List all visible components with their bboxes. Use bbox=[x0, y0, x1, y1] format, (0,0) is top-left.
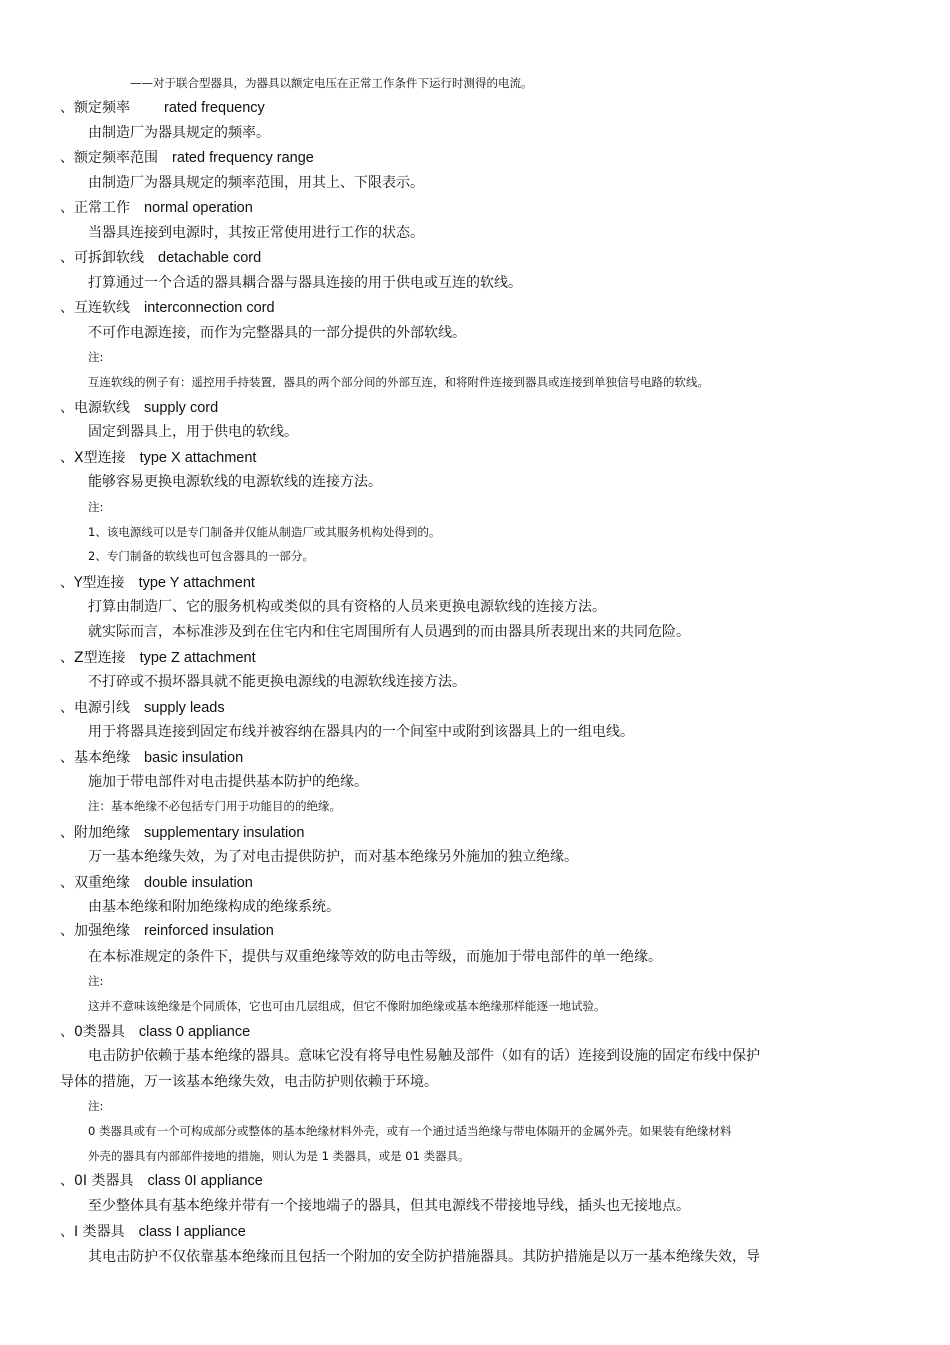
term-heading bbox=[60, 651, 256, 666]
term-en: rated frequency bbox=[164, 100, 265, 116]
definition-text: 电击防护依赖于基本绝缘的器具。意味它没有将导电性易触及部件（如有的话）连接到设施的固定布线中保护 bbox=[88, 1048, 760, 1064]
term-zh: 、附加绝缘 bbox=[60, 825, 130, 841]
term-en: class 0I appliance bbox=[147, 1173, 263, 1189]
definition-text: 当器具连接到电源时，其按正常使用进行工作的状态。 bbox=[88, 225, 424, 241]
term-zh: 、电源软线 bbox=[60, 400, 130, 416]
term-heading bbox=[60, 701, 225, 716]
definition-text: 至少整体具有基本绝缘并带有一个接地端子的器具，但其电源线不带接地导线，插头也无接地点。 bbox=[88, 1198, 690, 1214]
term-en: normal operation bbox=[144, 200, 253, 216]
term-en: supplementary insulation bbox=[144, 825, 305, 841]
term-en: reinforced insulation bbox=[144, 923, 274, 939]
definition-text: 不可作电源连接，而作为完整器具的一部分提供的外部软线。 bbox=[88, 325, 466, 341]
definition-text: 在本标准规定的条件下，提供与双重绝缘等效的防电击等级，而施加于带电部件的单一绝缘。 bbox=[88, 949, 662, 965]
definition-text: 由制造厂为器具规定的频率范围，用其上、下限表示。 bbox=[88, 175, 424, 191]
term-en: type Z attachment bbox=[139, 650, 256, 666]
term-zh: 、正常工作 bbox=[60, 200, 130, 216]
term-zh: 、互连软线 bbox=[60, 300, 130, 316]
term-en: double insulation bbox=[144, 875, 253, 891]
definition-text: 施加于带电部件对电击提供基本防护的绝缘。 bbox=[88, 774, 368, 790]
note-label: 注: bbox=[88, 974, 104, 988]
definition-text: 打算通过一个合适的器具耦合器与器具连接的用于供电或互连的软线。 bbox=[88, 275, 522, 291]
term-heading bbox=[60, 301, 275, 316]
definition-text: 万一基本绝缘失效，为了对电击提供防护，而对基本绝缘另外施加的独立绝缘。 bbox=[88, 849, 578, 865]
definition-text: 固定到器具上，用于供电的软线。 bbox=[88, 424, 298, 440]
definition-text: 能够容易更换电源软线的电源软线的连接方法。 bbox=[88, 474, 382, 490]
definition-text: 不打碎或不损坏器具就不能更换电源线的电源软线连接方法。 bbox=[88, 674, 466, 690]
note-line: ——对于联合型器具，为器具以额定电压在正常工作条件下运行时测得的电流。 bbox=[130, 76, 533, 90]
term-zh: 、加强绝缘 bbox=[60, 923, 130, 939]
term-en: type Y attachment bbox=[138, 575, 255, 591]
note-line: 注：基本绝缘不必包括专门用于功能目的的绝缘。 bbox=[88, 799, 341, 813]
term-heading bbox=[60, 751, 243, 766]
term-zh: 、额定频率范围 bbox=[60, 150, 158, 166]
term-zh: 、额定频率 bbox=[60, 100, 130, 116]
term-en: basic insulation bbox=[144, 750, 244, 766]
term-en: type X attachment bbox=[139, 450, 257, 466]
term-zh: 、双重绝缘 bbox=[60, 875, 130, 891]
term-heading bbox=[60, 1225, 246, 1240]
term-zh: 、I 类器具 bbox=[60, 1224, 125, 1240]
term-heading bbox=[60, 1174, 263, 1189]
note-line: 0 类器具或有一个可构成部分或整体的基本绝缘材料外壳，或有一个通过适当绝缘与带电体隔开的金属外壳。如果装有绝缘材料 bbox=[88, 1124, 732, 1138]
term-en: class 0 appliance bbox=[138, 1024, 251, 1040]
term-heading bbox=[60, 401, 218, 416]
note-line: 1、该电源线可以是专门制备并仅能从制造厂或其服务机构处得到的。 bbox=[88, 525, 441, 539]
note-line: 2、专门制备的软线也可包含器具的一部分。 bbox=[88, 549, 314, 563]
term-heading bbox=[60, 451, 256, 466]
term-zh: 、可拆卸软线 bbox=[60, 250, 144, 266]
term-en: supply cord bbox=[144, 400, 219, 416]
term-en: class I appliance bbox=[138, 1224, 246, 1240]
note-label: 注: bbox=[88, 1099, 104, 1113]
term-zh: 、0I 类器具 bbox=[60, 1173, 134, 1189]
term-heading bbox=[60, 1025, 250, 1040]
definition-text: 就实际而言，本标准涉及到在住宅内和住宅周围所有人员遇到的而由器具所表现出来的共同危险。 bbox=[88, 624, 690, 640]
term-zh: 、Y型连接 bbox=[60, 575, 125, 591]
definition-text: 由基本绝缘和附加绝缘构成的绝缘系统。 bbox=[88, 899, 340, 915]
term-heading bbox=[60, 876, 253, 891]
note-line: 互连软线的例子有：遥控用手持装置，器具的两个部分间的外部互连，和将附件连接到器具或连接到单独信号电路的软线。 bbox=[88, 375, 709, 389]
term-en: supply leads bbox=[144, 700, 225, 716]
note-label: 注: bbox=[88, 500, 104, 514]
term-en: interconnection cord bbox=[144, 300, 275, 316]
term-heading bbox=[60, 576, 255, 591]
term-heading bbox=[60, 101, 265, 116]
term-heading bbox=[60, 826, 304, 841]
definition-text: 导体的措施，万一该基本绝缘失效，电击防护则依赖于环境。 bbox=[60, 1074, 438, 1090]
note-label: 注: bbox=[88, 350, 104, 364]
definition-text: 由制造厂为器具规定的频率。 bbox=[88, 125, 270, 141]
term-en: detachable cord bbox=[158, 250, 262, 266]
note-line: 这并不意味该绝缘是个同质体，它也可由几层组成，但它不像附加绝缘或基本绝缘那样能逐一地试验。 bbox=[88, 999, 606, 1013]
term-zh: 、0类器具 bbox=[60, 1024, 125, 1040]
term-zh: 、X型连接 bbox=[60, 450, 126, 466]
definition-text: 其电击防护不仅依靠基本绝缘而且包括一个附加的安全防护措施器具。其防护措施是以万一基本绝缘失效，导 bbox=[88, 1249, 760, 1265]
definition-text: 用于将器具连接到固定布线并被容纳在器具内的一个间室中或附到该器具上的一组电线。 bbox=[88, 724, 634, 740]
term-heading bbox=[60, 251, 261, 266]
term-zh: 、Z型连接 bbox=[60, 650, 126, 666]
term-en: rated frequency range bbox=[172, 150, 314, 166]
definition-text: 打算由制造厂、它的服务机构或类似的具有资格的人员来更换电源软线的连接方法。 bbox=[88, 599, 606, 615]
term-heading bbox=[60, 201, 253, 216]
term-zh: 、基本绝缘 bbox=[60, 750, 130, 766]
term-heading bbox=[60, 151, 314, 166]
note-line: 外壳的器具有内部部件接地的措施，则认为是 1 类器具，或是 01 类器具。 bbox=[88, 1149, 470, 1163]
term-zh: 、电源引线 bbox=[60, 700, 130, 716]
term-heading bbox=[60, 924, 274, 939]
